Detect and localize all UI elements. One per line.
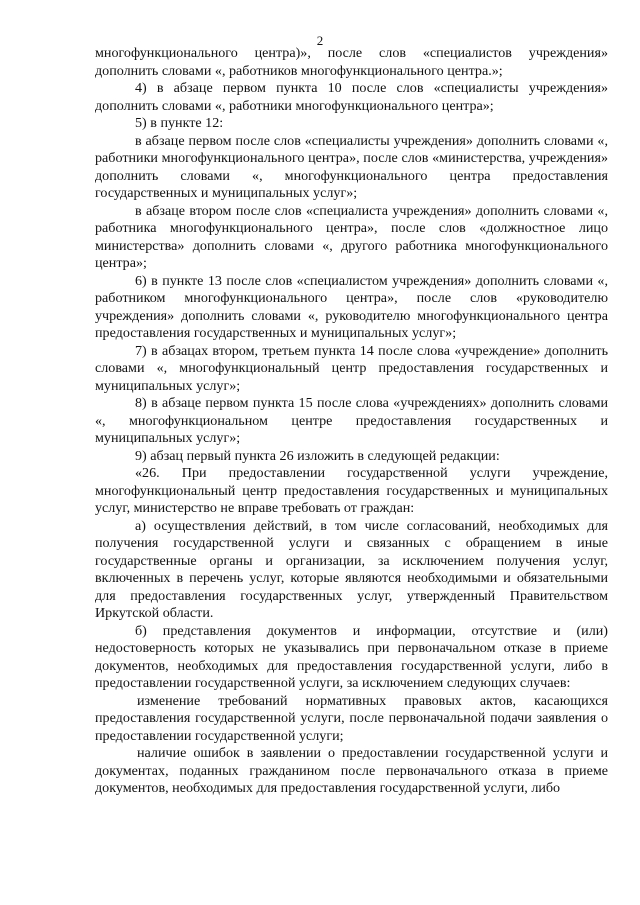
paragraph-item-7: 7) в абзацах втором, третьем пункта 14 после слова «учреждение» дополнить словами «, многофункциональный центр предоставления государственных и муниципальных услуг»;: [95, 342, 608, 394]
page-number: 2: [316, 33, 324, 48]
paragraph-point-26: «26. При предоставлении государственной услуги учреждение, многофункциональный центр предоставления государственных и муниципальных услуг, министерство не вправе требовать от граждан:: [95, 465, 608, 516]
paragraph-item-5: 5) в пункте 12:: [135, 115, 224, 131]
paragraph-case-2: наличие ошибок в заявлении о предоставлении государственной услуги и документах, поданных гражданином после первоначального отказа в приеме документов, необходимых для предоставления государственной услуги, либо: [95, 745, 608, 796]
document-body: [95, 45, 608, 798]
paragraph-continuation: многофункционального центра)», после слов «специалистов учреждения» дополнить словами «, работников многофункционального центра.»;: [95, 45, 608, 79]
paragraph-case-1: изменение требований нормативных правовых актов, касающихся предоставления государственной услуги, после первоначальной подачи заявления о предоставлении государственной услуги;: [95, 692, 608, 744]
paragraph-subpoint-a: а) осуществления действий, в том числе согласований, необходимых для получения государственной услуги и связанных с обращением в иные государственные органы и организации, за исключением получения услуг, включенных в перечень услуг, которые являются необходимыми и обязательными для предоставления государственных услуг, утвержденный Правительством Иркутской области.: [95, 517, 608, 621]
paragraph-item-4: 4) в абзаце первом пункта 10 после слов «специалисты учреждения» дополнить словами «, работники многофункционального центра»;: [95, 80, 608, 114]
paragraph-item-8: 8) в абзаце первом пункта 15 после слова «учреждениях» дополнить словами «, многофункциональном центре предоставления государственных и муниципальных услуг»;: [95, 395, 608, 446]
paragraph-subpoint-b: б) представления документов и информации, отсутствие и (или) недостоверность которых не указывались при первоначальном отказе в приеме документов, необходимых для предоставления государственной услуги, либо в предоставлении государственной услуги, за исключением следующих случаев:: [95, 622, 608, 691]
paragraph-item-5-first: в абзаце первом после слов «специалисты учреждения» дополнить словами «, работники многофункционального центра», после слов «министерства, учреждения» дополнить словами «, многофункционального центра предоставления государственных и муниципальных услуг»;: [95, 132, 608, 201]
paragraph-item-9: 9) абзац первый пункта 26 изложить в следующей редакции:: [135, 447, 500, 464]
paragraph-item-6: 6) в пункте 13 после слов «специалистом учреждения» дополнить словами «, работником многофункционального центра», после слов «руководителю учреждения» дополнить словами «, руководителю многофункционального центра предоставления государственных и муниципальных услуг»;: [95, 272, 608, 341]
paragraph-item-5-second: в абзаце втором после слов «специалиста учреждения» дополнить словами «, работника многофункционального центра», после слов «должностное лицо министерства» дополнить словами «, другого работника многофункционального центра»;: [95, 202, 608, 271]
